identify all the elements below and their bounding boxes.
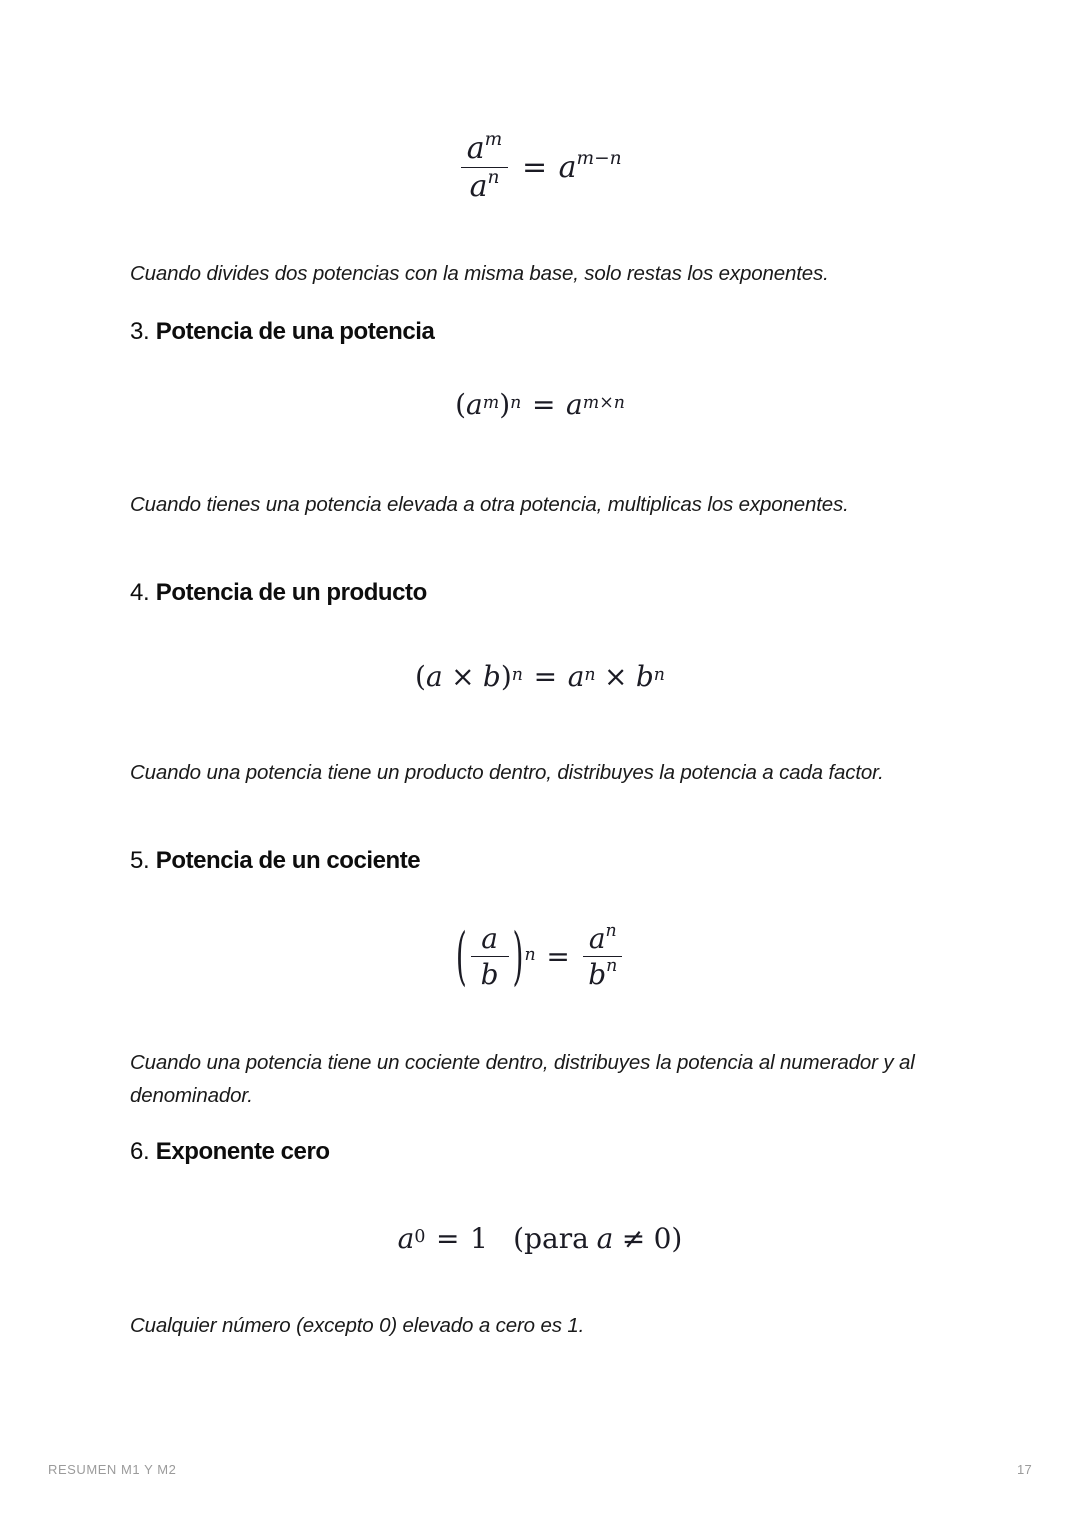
- fraction-numerator: a: [481, 922, 498, 955]
- fraction-numerator-exponent: m: [484, 128, 503, 150]
- result-exponent: m−n: [576, 147, 622, 169]
- page-footer: [48, 1458, 1032, 1480]
- caption-power-of-product: Cuando una potencia tiene un producto dentro, distribuyes la potencia a cada factor.: [130, 761, 884, 784]
- fraction-numerator-base: a: [466, 131, 485, 166]
- heading-number: 5.: [130, 847, 150, 874]
- heading-title: Potencia de una potencia: [155, 318, 435, 345]
- equals-sign: =: [436, 1222, 460, 1255]
- fraction-an-over-bn: [583, 920, 622, 991]
- open-paren: (: [415, 660, 426, 693]
- result-value: 1: [470, 1222, 488, 1255]
- fraction-denominator-exponent: n: [487, 166, 500, 188]
- caption-power-of-power: Cuando tienes una potencia elevada a otra potencia, multiplicas los exponentes.: [130, 493, 849, 516]
- result-base: a: [566, 388, 583, 421]
- result-times-sign: ×: [603, 660, 628, 693]
- caption-quotient-rule: Cuando divides dos potencias con la misma base, solo restas los exponentes.: [130, 262, 829, 285]
- heading-title: Exponente cero: [155, 1138, 330, 1165]
- heading-power-of-product: [130, 578, 427, 608]
- equals-sign: =: [533, 660, 558, 693]
- formula-power-of-quotient: ( $\frac{a}{b}$ ) n = $\frac{a^n}{b^n}$: [0, 925, 1080, 989]
- formula-power-of-power: ( a m ) n = a m×n: [455, 388, 625, 421]
- caption-zero-exponent: Cualquier número (excepto 0) elevado a cero es 1.: [130, 1314, 585, 1337]
- result-base: a: [558, 149, 577, 185]
- result-denominator-base: b: [588, 957, 607, 991]
- heading-power-of-quotient: [130, 846, 420, 876]
- formula-zero-exponent: a 0 = 1 ( para a ≠ 0 ): [397, 1222, 683, 1255]
- not-equal-sign: ≠: [621, 1222, 646, 1255]
- caption-power-of-quotient: Cuando una potencia tiene un cociente dentro, distribuyes la potencia al numerador y al denominador.: [130, 1051, 915, 1107]
- close-paren: ): [512, 918, 524, 993]
- heading-number: 4.: [130, 579, 150, 606]
- heading-number: 3.: [130, 318, 150, 345]
- close-paren: ): [499, 388, 511, 421]
- close-paren: ): [500, 660, 512, 693]
- result-left-base: a: [567, 660, 585, 693]
- equals-sign: =: [531, 388, 556, 421]
- fraction-denominator-base: a: [469, 168, 488, 204]
- heading-power-of-power: [130, 317, 434, 347]
- open-paren: (: [455, 388, 467, 421]
- equals-sign: =: [522, 149, 548, 185]
- equals-sign: =: [546, 939, 570, 973]
- fraction-a-over-b: [471, 922, 509, 991]
- times-sign: ×: [451, 660, 475, 693]
- formula-quotient-rule: [0, 128, 1080, 204]
- footer-page-number: 17: [1016, 1461, 1032, 1477]
- heading-title: Potencia de un producto: [155, 579, 427, 606]
- result-numerator-exponent: n: [605, 920, 617, 941]
- right-base: b: [482, 660, 501, 693]
- formula-power-of-product: ( a × b ) n = a n × b n: [415, 660, 665, 693]
- fraction-a-m-over-a-n: [461, 128, 507, 204]
- fraction-denominator: b: [480, 957, 499, 991]
- result-right-base: b: [635, 660, 654, 693]
- open-paren: (: [455, 918, 467, 993]
- open-paren: (: [513, 1222, 525, 1255]
- result-denominator-exponent: n: [606, 956, 618, 977]
- heading-zero-exponent: [130, 1137, 330, 1167]
- base: a: [397, 1222, 415, 1255]
- result-numerator-base: a: [588, 922, 606, 955]
- close-paren: ): [671, 1222, 683, 1255]
- left-base: a: [425, 660, 443, 693]
- condition-word: para: [524, 1222, 589, 1255]
- heading-number: 6.: [130, 1138, 150, 1165]
- condition-variable: a: [596, 1222, 614, 1255]
- heading-title: Potencia de un cociente: [155, 847, 421, 874]
- footer-document-title: RESUMEN M1 Y M2: [48, 1461, 177, 1477]
- inner-base: a: [466, 388, 483, 421]
- condition-value: 0: [653, 1222, 672, 1255]
